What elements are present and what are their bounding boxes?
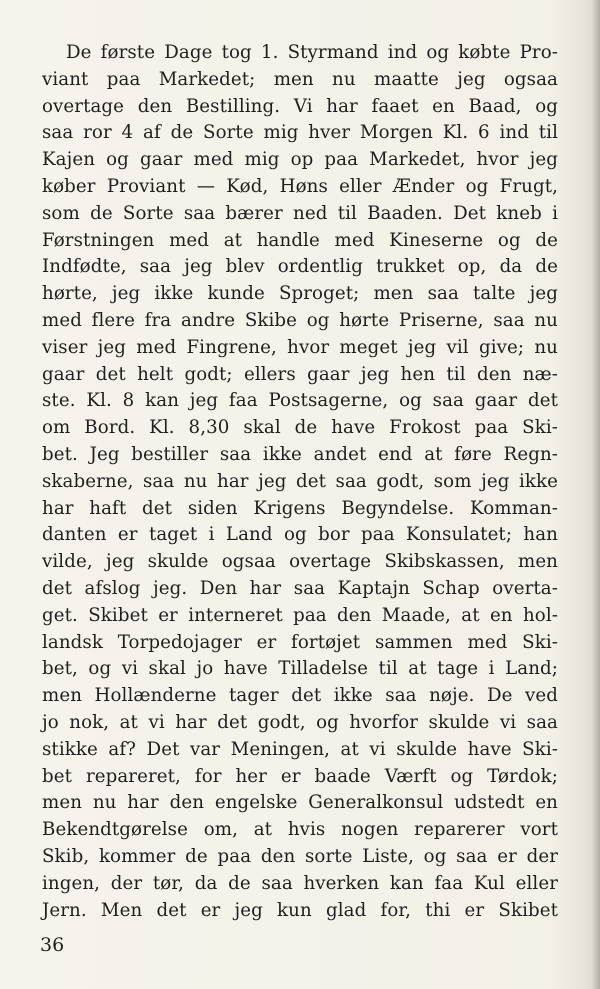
text-line: Førstningen med at handle med Kineserne og de [42, 229, 558, 251]
text-line: landsk Torpedojager er fortøjet sammen med Ski- [42, 631, 558, 653]
text-line: hørte, jeg ikke kunde Sproget; men saa talte jeg [42, 283, 558, 305]
text-line: get. Skibet er interneret paa den Maade, at en hol- [42, 604, 558, 626]
text-line: viser jeg med Fingrene, hvor meget jeg vil give; nu [42, 336, 558, 358]
page-edge-shadow [592, 0, 600, 989]
text-line: det afslog jeg. Den har saa Kaptajn Schap overta- [42, 577, 558, 599]
text-line: skaberne, saa nu har jeg det saa godt, som jeg ikke [42, 470, 558, 492]
text-line: ste. Kl. 8 kan jeg faa Postsagerne, og saa gaar det [42, 390, 558, 412]
text-line: danten er taget i Land og bor paa Konsulatet; han [42, 524, 558, 546]
text-line: Indfødte, saa jeg blev ordentlig trukket op, da de [42, 256, 558, 278]
text-line: med flere fra andre Skibe og hørte Priserne, saa nu [42, 309, 558, 331]
text-line: om Bord. Kl. 8,30 skal de have Frokost paa Ski- [42, 417, 558, 439]
text-line: viant paa Markedet; men nu maatte jeg ogsaa [42, 68, 558, 90]
text-line: bet. Jeg bestiller saa ikke andet end at føre Regn- [42, 443, 558, 465]
body-text [42, 40, 558, 924]
text-line: Kajen og gaar med mig op paa Markedet, hvor jeg [42, 149, 558, 171]
text-line: vilde, jeg skulde ogsaa overtage Skibskassen, men [42, 551, 558, 573]
text-line: ingen, der tør, da de saa hverken kan faa Kul eller [42, 872, 558, 894]
text-line: køber Proviant — Kød, Høns eller Ænder og Frugt, [42, 175, 558, 197]
text-line: jo nok, at vi har det godt, og hvorfor skulde vi saa [42, 711, 558, 733]
text-line: Bekendtgørelse om, at hvis nogen reparerer vort [42, 819, 558, 841]
text-line: har haft det siden Krigens Begyndelse. Komman- [42, 497, 558, 519]
text-line: overtage den Bestilling. Vi har faaet en Baad, og [42, 95, 558, 117]
text-line: men Hollænderne tager det ikke saa nøje. De ved [42, 685, 558, 707]
page-number: 36 [40, 934, 65, 956]
text-line: stikke af? Det var Meningen, at vi skulde have Ski- [42, 738, 558, 760]
text-line: saa ror 4 af de Sorte mig hver Morgen Kl. 6 ind til [42, 122, 558, 144]
text-line: Skib, kommer de paa den sorte Liste, og saa er der [42, 845, 558, 867]
text-line: som de Sorte saa bærer ned til Baaden. Det kneb i [42, 202, 558, 224]
text-line: men nu har den engelske Generalkonsul udstedt en [42, 792, 558, 814]
text-line: gaar det helt godt; ellers gaar jeg hen til den næ- [42, 363, 558, 385]
text-line: bet repareret, for her er baade Værft og Tørdok; [42, 765, 558, 787]
text-line: bet, og vi skal jo have Tilladelse til at tage i Land; [42, 658, 558, 680]
text-line: Jern. Men det er jeg kun glad for, thi er Skibet [42, 899, 558, 921]
text-line: De første Dage tog 1. Styrmand ind og købte Pro- [66, 42, 558, 63]
